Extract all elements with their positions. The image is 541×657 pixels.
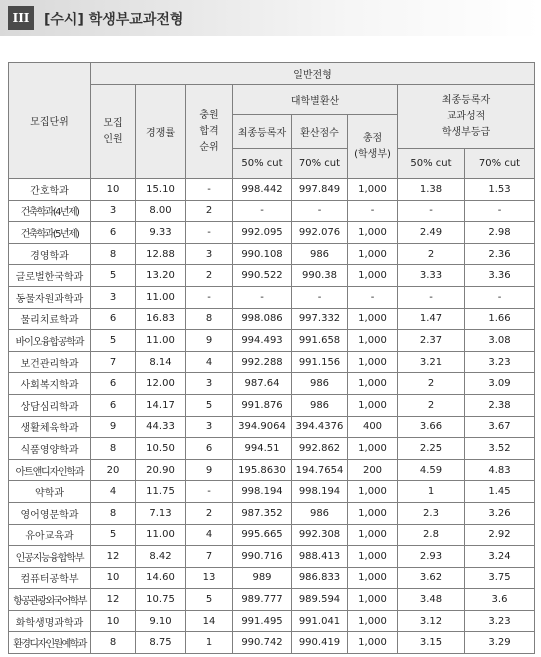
ratio-cell: 10.75 xyxy=(136,589,186,611)
grade-70-cell: 3.52 xyxy=(465,438,535,460)
quota-cell: 5 xyxy=(91,330,136,352)
table-row xyxy=(9,481,535,503)
conv-70-cell: 986.833 xyxy=(292,567,348,589)
dept-cell: 글로벌한국학과 xyxy=(9,265,91,287)
grade-70-cell: 2.98 xyxy=(465,222,535,244)
col-header-univ-conversion: 대학별환산 xyxy=(233,85,398,115)
table-row xyxy=(9,308,535,330)
grade-50-cell: 3.48 xyxy=(398,589,465,611)
grade-50-cell: 3.15 xyxy=(398,632,465,654)
grade-70-cell: 3.09 xyxy=(465,373,535,395)
conv-70-cell: 988.413 xyxy=(292,546,348,568)
quota-cell: 5 xyxy=(91,524,136,546)
conv-50-cell: 987.64 xyxy=(233,373,292,395)
conv-50-cell: 992.095 xyxy=(233,222,292,244)
grade-50-cell: 2.37 xyxy=(398,330,465,352)
grade-50-cell: 4.59 xyxy=(398,459,465,481)
table-row xyxy=(9,351,535,373)
conv-70-cell: 991.658 xyxy=(292,330,348,352)
quota-cell: 8 xyxy=(91,502,136,524)
conv-70-cell: - xyxy=(292,200,348,222)
grade-70-cell: 3.24 xyxy=(465,546,535,568)
total-cell: 1,000 xyxy=(348,394,398,416)
quota-cell: 10 xyxy=(91,610,136,632)
quota-cell: 10 xyxy=(91,179,136,201)
table-row xyxy=(9,502,535,524)
ratio-cell: 11.00 xyxy=(136,286,186,308)
table-row xyxy=(9,373,535,395)
grade-50-cell: 2 xyxy=(398,243,465,265)
rank-cell: - xyxy=(186,222,233,244)
conv-70-cell: 986 xyxy=(292,373,348,395)
ratio-cell: 8.75 xyxy=(136,632,186,654)
ratio-cell: 9.10 xyxy=(136,610,186,632)
table-row xyxy=(9,265,535,287)
dept-cell: 영어영문학과 xyxy=(9,502,91,524)
total-cell: 1,000 xyxy=(348,179,398,201)
rank-cell: - xyxy=(186,481,233,503)
ratio-cell: 7.13 xyxy=(136,502,186,524)
grade-50-cell: 3.33 xyxy=(398,265,465,287)
quota-cell: 5 xyxy=(91,265,136,287)
conv-50-cell: 991.876 xyxy=(233,394,292,416)
rank-cell: 7 xyxy=(186,546,233,568)
table-row xyxy=(9,632,535,654)
quota-cell: 8 xyxy=(91,632,136,654)
grade-50-cell: 2.93 xyxy=(398,546,465,568)
quota-cell: 4 xyxy=(91,481,136,503)
ratio-cell: 12.00 xyxy=(136,373,186,395)
conv-70-cell: 992.862 xyxy=(292,438,348,460)
grade-50-cell: 2 xyxy=(398,373,465,395)
total-cell: - xyxy=(348,200,398,222)
grade-70-cell: 4.83 xyxy=(465,459,535,481)
quota-cell: 9 xyxy=(91,416,136,438)
grade-70-cell: 3.36 xyxy=(465,265,535,287)
conv-50-cell: 994.493 xyxy=(233,330,292,352)
grade-50-cell: 1.38 xyxy=(398,179,465,201)
ratio-cell: 8.00 xyxy=(136,200,186,222)
grade-70-cell: - xyxy=(465,200,535,222)
conv-70-cell: 991.041 xyxy=(292,610,348,632)
col-header-grade-group: 최종등록자 교과성적 학생부등급 xyxy=(398,85,535,149)
grade-50-cell: - xyxy=(398,286,465,308)
rank-cell: 2 xyxy=(186,502,233,524)
total-cell: 1,000 xyxy=(348,438,398,460)
total-cell: 1,000 xyxy=(348,351,398,373)
col-header-converted-score: 환산점수 xyxy=(292,115,348,149)
rank-cell: - xyxy=(186,286,233,308)
table-row xyxy=(9,200,535,222)
quota-cell: 12 xyxy=(91,546,136,568)
rank-cell: 8 xyxy=(186,308,233,330)
total-cell: 1,000 xyxy=(348,222,398,244)
dept-cell: 간호학과 xyxy=(9,179,91,201)
ratio-cell: 9.33 xyxy=(136,222,186,244)
grade-50-cell: 2.3 xyxy=(398,502,465,524)
ratio-cell: 15.10 xyxy=(136,179,186,201)
section-header xyxy=(0,0,541,36)
table-row xyxy=(9,243,535,265)
conv-50-cell: 989.777 xyxy=(233,589,292,611)
conv-50-cell: 990.742 xyxy=(233,632,292,654)
grade-70-cell: 3.23 xyxy=(465,610,535,632)
total-cell: 1,000 xyxy=(348,243,398,265)
ratio-cell: 8.14 xyxy=(136,351,186,373)
total-cell: 1,000 xyxy=(348,589,398,611)
quota-cell: 8 xyxy=(91,438,136,460)
total-cell: 200 xyxy=(348,459,398,481)
rank-cell: 6 xyxy=(186,438,233,460)
table-row xyxy=(9,394,535,416)
dept-cell: 동물자원과학과 xyxy=(9,286,91,308)
grade-70-cell: 3.6 xyxy=(465,589,535,611)
grade-50-cell: 1.47 xyxy=(398,308,465,330)
conv-50-cell: 992.288 xyxy=(233,351,292,373)
conv-70-cell: 992.076 xyxy=(292,222,348,244)
total-cell: 1,000 xyxy=(348,265,398,287)
table-row xyxy=(9,330,535,352)
dept-cell: 바이오융합공학과 xyxy=(9,330,91,352)
ratio-cell: 10.50 xyxy=(136,438,186,460)
rank-cell: 2 xyxy=(186,200,233,222)
grade-70-cell: 1.66 xyxy=(465,308,535,330)
dept-cell: 건축학과(5년제) xyxy=(9,222,91,244)
ratio-cell: 12.88 xyxy=(136,243,186,265)
table-row xyxy=(9,610,535,632)
conv-50-cell: - xyxy=(233,286,292,308)
total-cell: 1,000 xyxy=(348,632,398,654)
grade-50-cell: 3.62 xyxy=(398,567,465,589)
conv-70-cell: 992.308 xyxy=(292,524,348,546)
section-number-badge: III xyxy=(8,6,34,30)
grade-70-cell: 2.38 xyxy=(465,394,535,416)
grade-70-cell: 3.26 xyxy=(465,502,535,524)
total-cell: 400 xyxy=(348,416,398,438)
conv-50-cell: 987.352 xyxy=(233,502,292,524)
dept-cell: 환경디자인원예학과 xyxy=(9,632,91,654)
rank-cell: 4 xyxy=(186,351,233,373)
conv-70-cell: 997.332 xyxy=(292,308,348,330)
conv-50-cell: 994.51 xyxy=(233,438,292,460)
dept-cell: 상담심리학과 xyxy=(9,394,91,416)
conv-50-cell: 995.665 xyxy=(233,524,292,546)
table-row xyxy=(9,546,535,568)
conv-50-cell: 990.716 xyxy=(233,546,292,568)
ratio-cell: 8.42 xyxy=(136,546,186,568)
conv-70-cell: 394.4376 xyxy=(292,416,348,438)
total-cell: 1,000 xyxy=(348,330,398,352)
table-row xyxy=(9,459,535,481)
dept-cell: 화학생명과학과 xyxy=(9,610,91,632)
col-header-grade-50-cut: 50% cut xyxy=(398,149,465,179)
dept-cell: 물리치료학과 xyxy=(9,308,91,330)
quota-cell: 10 xyxy=(91,567,136,589)
ratio-cell: 13.20 xyxy=(136,265,186,287)
col-header-fill-rank: 충원 합격 순위 xyxy=(186,85,233,179)
rank-cell: 2 xyxy=(186,265,233,287)
conv-50-cell: 989 xyxy=(233,567,292,589)
grade-70-cell: 3.29 xyxy=(465,632,535,654)
grade-70-cell: 3.08 xyxy=(465,330,535,352)
total-cell: 1,000 xyxy=(348,308,398,330)
ratio-cell: 14.60 xyxy=(136,567,186,589)
dept-cell: 경영학과 xyxy=(9,243,91,265)
col-header-unit: 모집단위 xyxy=(9,63,91,179)
conv-70-cell: - xyxy=(292,286,348,308)
conv-70-cell: 990.38 xyxy=(292,265,348,287)
dept-cell: 생활체육학과 xyxy=(9,416,91,438)
grade-50-cell: 1 xyxy=(398,481,465,503)
grade-70-cell: 2.36 xyxy=(465,243,535,265)
grade-50-cell: - xyxy=(398,200,465,222)
rank-cell: - xyxy=(186,179,233,201)
dept-cell: 컴퓨터공학부 xyxy=(9,567,91,589)
dept-cell: 약학과 xyxy=(9,481,91,503)
grade-50-cell: 2.8 xyxy=(398,524,465,546)
table-row xyxy=(9,179,535,201)
col-header-final-registrant: 최종등록자 xyxy=(233,115,292,149)
dept-cell: 사회복지학과 xyxy=(9,373,91,395)
quota-cell: 6 xyxy=(91,394,136,416)
quota-cell: 6 xyxy=(91,308,136,330)
grade-50-cell: 3.12 xyxy=(398,610,465,632)
conv-50-cell: 991.495 xyxy=(233,610,292,632)
conv-70-cell: 986 xyxy=(292,394,348,416)
rank-cell: 9 xyxy=(186,459,233,481)
conv-50-cell: 990.522 xyxy=(233,265,292,287)
conv-50-cell: 195.8630 xyxy=(233,459,292,481)
grade-50-cell: 3.66 xyxy=(398,416,465,438)
table-row xyxy=(9,524,535,546)
dept-cell: 항공관광외국어학부 xyxy=(9,589,91,611)
dept-cell: 유아교육과 xyxy=(9,524,91,546)
total-cell: 1,000 xyxy=(348,373,398,395)
rank-cell: 14 xyxy=(186,610,233,632)
conv-50-cell: 998.442 xyxy=(233,179,292,201)
quota-cell: 20 xyxy=(91,459,136,481)
total-cell: 1,000 xyxy=(348,546,398,568)
dept-cell: 건축학과(4년제) xyxy=(9,200,91,222)
col-header-quota: 모집 인원 xyxy=(91,85,136,179)
quota-cell: 6 xyxy=(91,222,136,244)
conv-70-cell: 989.594 xyxy=(292,589,348,611)
col-header-grade-70-cut: 70% cut xyxy=(465,149,535,179)
total-cell: 1,000 xyxy=(348,502,398,524)
col-header-conv-70-cut: 70% cut xyxy=(292,149,348,179)
rank-cell: 3 xyxy=(186,373,233,395)
conv-50-cell: 998.086 xyxy=(233,308,292,330)
total-cell: 1,000 xyxy=(348,481,398,503)
total-cell: 1,000 xyxy=(348,610,398,632)
quota-cell: 3 xyxy=(91,286,136,308)
col-header-general: 일반전형 xyxy=(91,63,535,85)
dept-cell: 인공지능융합학부 xyxy=(9,546,91,568)
rank-cell: 9 xyxy=(186,330,233,352)
rank-cell: 1 xyxy=(186,632,233,654)
quota-cell: 6 xyxy=(91,373,136,395)
conv-70-cell: 998.194 xyxy=(292,481,348,503)
table-row xyxy=(9,589,535,611)
ratio-cell: 20.90 xyxy=(136,459,186,481)
grade-50-cell: 2.25 xyxy=(398,438,465,460)
grade-70-cell: 3.75 xyxy=(465,567,535,589)
conv-50-cell: 394.9064 xyxy=(233,416,292,438)
table-row xyxy=(9,222,535,244)
rank-cell: 4 xyxy=(186,524,233,546)
total-cell: 1,000 xyxy=(348,524,398,546)
dept-cell: 식품영양학과 xyxy=(9,438,91,460)
quota-cell: 12 xyxy=(91,589,136,611)
conv-50-cell: - xyxy=(233,200,292,222)
table-row xyxy=(9,567,535,589)
col-header-conv-50-cut: 50% cut xyxy=(233,149,292,179)
col-header-ratio: 경쟁률 xyxy=(136,85,186,179)
conv-70-cell: 194.7654 xyxy=(292,459,348,481)
grade-50-cell: 2 xyxy=(398,394,465,416)
conv-70-cell: 991.156 xyxy=(292,351,348,373)
dept-cell: 아트앤디자인학과 xyxy=(9,459,91,481)
total-cell: 1,000 xyxy=(348,567,398,589)
rank-cell: 3 xyxy=(186,416,233,438)
conv-70-cell: 986 xyxy=(292,243,348,265)
conv-50-cell: 990.108 xyxy=(233,243,292,265)
total-cell: - xyxy=(348,286,398,308)
ratio-cell: 11.00 xyxy=(136,330,186,352)
grade-50-cell: 2.49 xyxy=(398,222,465,244)
table-row xyxy=(9,438,535,460)
rank-cell: 5 xyxy=(186,589,233,611)
dept-cell: 보건관리학과 xyxy=(9,351,91,373)
ratio-cell: 11.00 xyxy=(136,524,186,546)
quota-cell: 7 xyxy=(91,351,136,373)
rank-cell: 13 xyxy=(186,567,233,589)
ratio-cell: 44.33 xyxy=(136,416,186,438)
section-title: [수시] 학생부교과전형 xyxy=(44,12,184,28)
conv-50-cell: 998.194 xyxy=(233,481,292,503)
grade-70-cell: - xyxy=(465,286,535,308)
conv-70-cell: 990.419 xyxy=(292,632,348,654)
rank-cell: 3 xyxy=(186,243,233,265)
conv-70-cell: 997.849 xyxy=(292,179,348,201)
grade-70-cell: 1.53 xyxy=(465,179,535,201)
grade-70-cell: 3.67 xyxy=(465,416,535,438)
rank-cell: 5 xyxy=(186,394,233,416)
admission-results-table xyxy=(8,62,535,654)
ratio-cell: 16.83 xyxy=(136,308,186,330)
ratio-cell: 14.17 xyxy=(136,394,186,416)
grade-70-cell: 3.23 xyxy=(465,351,535,373)
grade-50-cell: 3.21 xyxy=(398,351,465,373)
quota-cell: 3 xyxy=(91,200,136,222)
grade-70-cell: 1.45 xyxy=(465,481,535,503)
conv-70-cell: 986 xyxy=(292,502,348,524)
ratio-cell: 11.75 xyxy=(136,481,186,503)
table-row xyxy=(9,416,535,438)
quota-cell: 8 xyxy=(91,243,136,265)
col-header-total: 총점 (학생부) xyxy=(348,115,398,179)
grade-70-cell: 2.92 xyxy=(465,524,535,546)
table-row xyxy=(9,286,535,308)
